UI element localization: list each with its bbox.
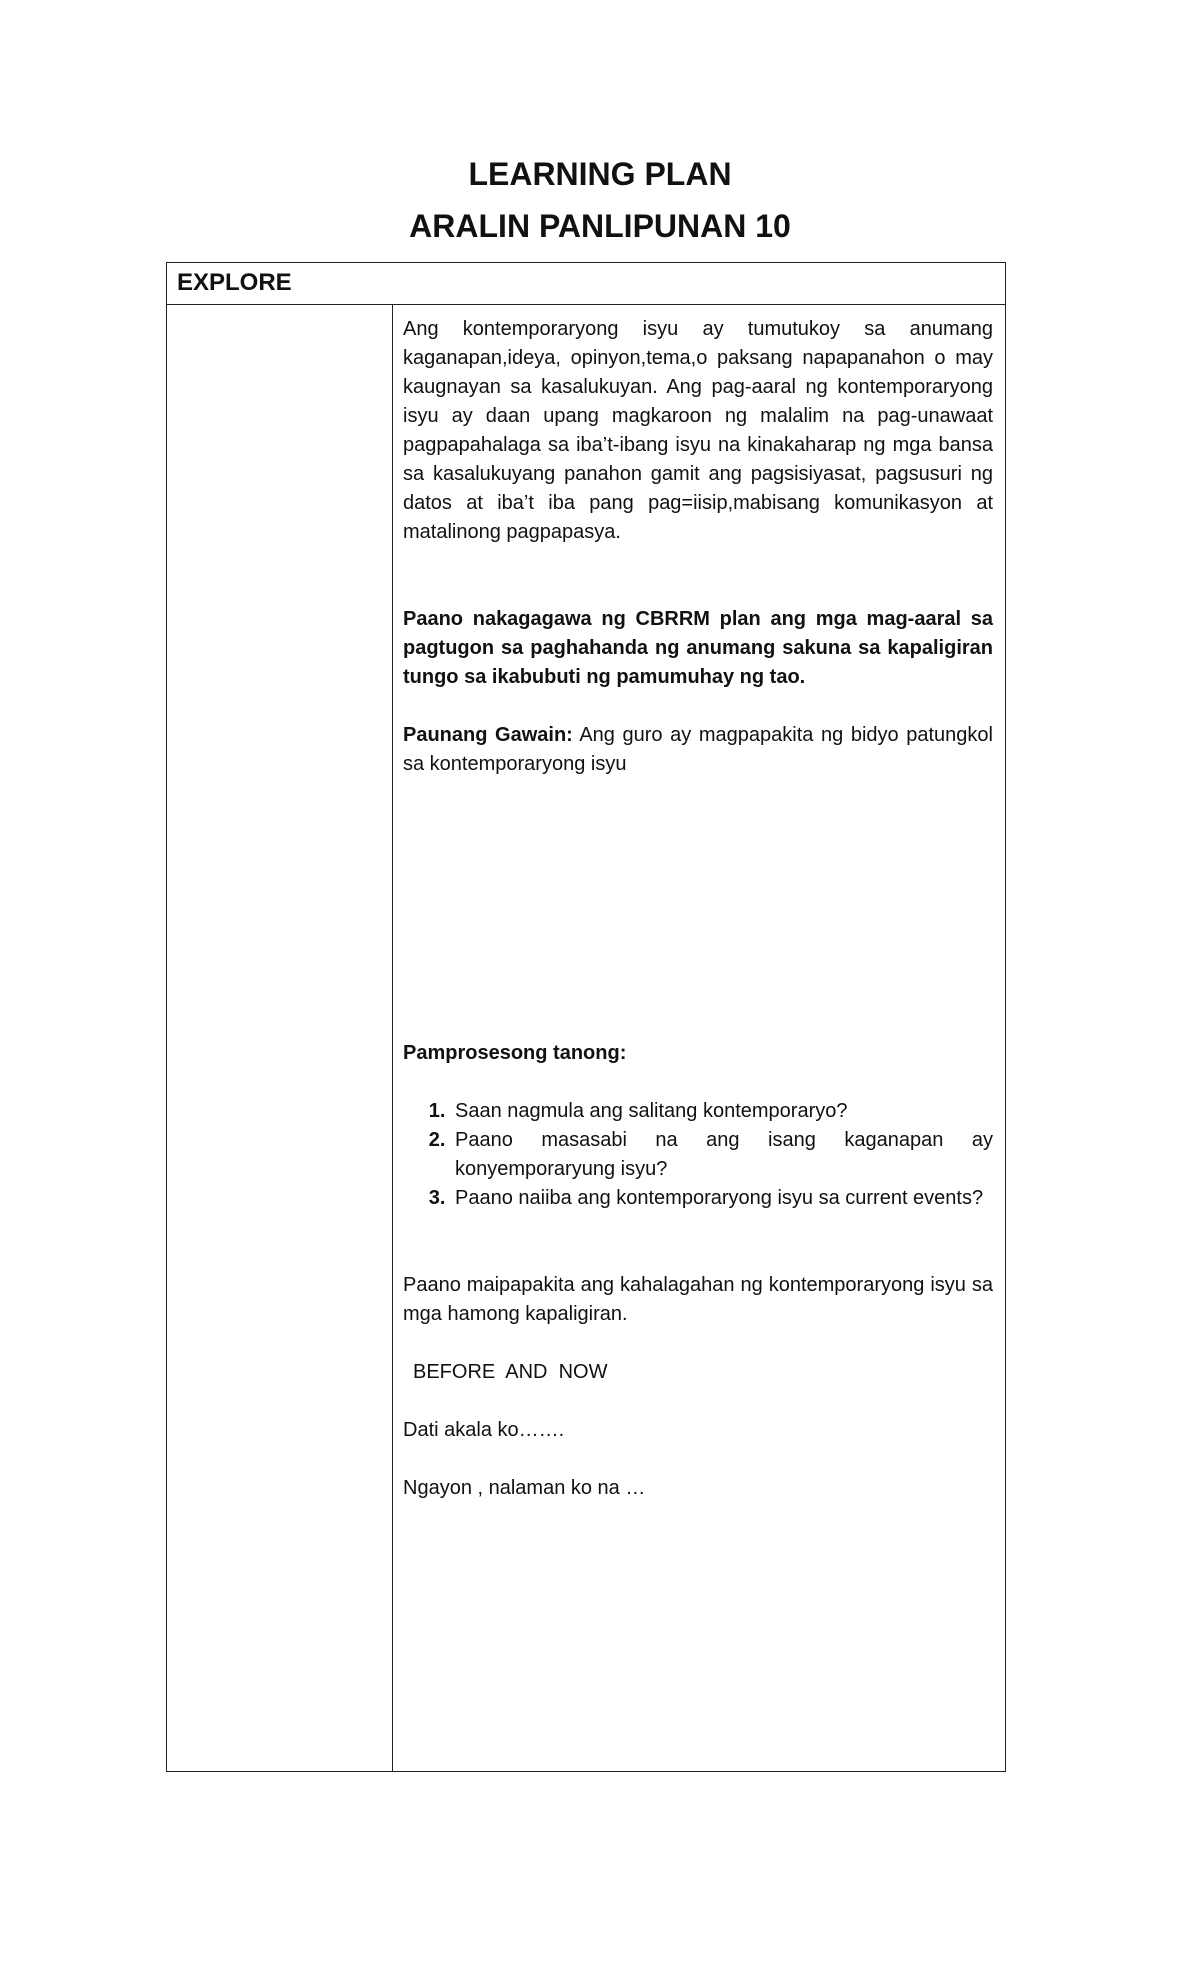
closing-question: Paano maipapakita ang kahalagahan ng kontemporaryong isyu sa mga hamong kapaligiran. [403, 1274, 993, 1325]
section-header: EXPLORE [167, 263, 1005, 305]
title-line-2: ARALIN PANLIPUNAN 10 [409, 208, 791, 244]
list-item: 1. Saan nagmula ang salitang kontemporaryo? [451, 1097, 993, 1126]
dati-akala-prompt: Dati akala ko……. [403, 1419, 565, 1441]
explore-content [403, 315, 993, 1503]
paunang-gawain-text: Ang guro ay magpapakita ng bidyo patungkol sa kontemporaryong isyu [403, 724, 993, 775]
list-item: 2. Paano masasabi na ang isang kaganapan ay konyemporaryung isyu? [451, 1126, 993, 1184]
essential-question: Paano nakagagawa ng CBRRM plan ang mga mag-aaral sa pagtugon sa paghahanda ng anumang sakuna sa kapaligiran tungo sa ikabubuti ng pamumuhay ng tao. [403, 608, 993, 688]
before-and-now: BEFORE AND NOW [413, 1361, 608, 1383]
processing-questions-list [403, 1097, 993, 1213]
intro-paragraph: Ang kontemporaryong isyu ay tumutukoy sa anumang kaganapan,ideya, opinyon,tema,o paksang napapanahon o may kaugnayan sa kasalukuyan. Ang pag-aaral ng kontemporaryong isyu ay daan upang magkaroon ng malalim na pag-unawaat pagpapahalaga sa iba’t-ibang isyu na kinakaharap ng mga bansa sa kasalukuyang panahon gamit ang pagsisiyasat, pagsusuri ng datos at iba’t iba pang pag=iisip,mabisang komunikasyon at matalinong pagpapasya. [403, 318, 993, 543]
list-item: 3. Paano naiiba ang kontemporaryong isyu sa current events? [451, 1184, 993, 1213]
paunang-gawain-label: Paunang Gawain: [403, 724, 573, 746]
ngayon-prompt: Ngayon , nalaman ko na … [403, 1477, 646, 1499]
learning-plan-table [166, 262, 1006, 1772]
title-line-1: LEARNING PLAN [468, 156, 732, 192]
document-title [0, 148, 1200, 252]
processing-questions-label: Pamprosesong tanong: [403, 1042, 627, 1064]
column-divider [392, 305, 393, 1771]
paunang-gawain [403, 721, 993, 779]
